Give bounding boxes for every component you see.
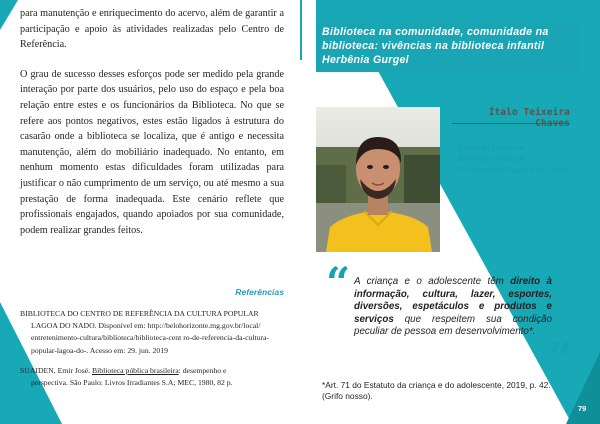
close-quote-icon: ” [548,334,573,383]
author-portrait-image [316,107,440,252]
reference-2 [20,365,286,389]
article-title: Biblioteca na comunidade, comunidade na biblioteca: vivências na biblioteca infantil Herbênia Gurgel [322,26,549,66]
article-title-box [316,20,578,72]
page-number: 79 [578,404,587,413]
reference-2-rest: perspectiva. São Paulo: Livros Irradiantes S.A; MEC, 1980, 82 p. [31,378,233,388]
quote-text-1: A criança e o adolescente têm [354,276,511,287]
reference-2-after-title: : desempenho e [178,365,227,375]
reference-1 [20,308,286,357]
left-column [20,6,284,238]
body-paragraph-1: para manutenção e enriquecimento do acervo, além de garantir a participação e apoio às atividades realizadas pelo Centro de Referência. [20,8,284,51]
statute-quote [354,276,552,339]
quote-text-2: que respeitem sua condição peculiar de pessoa em desenvolvimento*. [354,313,552,338]
reference-2-author: SUAIDEN, Emir José. [20,365,91,375]
quote-citation: *Art. 71 do Estatuto da criança e do adolescente, 2019, p. 42. (Grifo nosso). [322,380,551,402]
top-left-triangle [0,0,18,30]
quote-emphasis: direito à informação, cultura, lazer, esportes, diversões, espetáculos e produtos e serviços [354,276,553,325]
author-description: Aluno do Curso de Biblioteconomia da Universidade Federal do Ceará [458,143,570,175]
open-quote-icon: “ [326,258,351,307]
references-heading: Referências [235,287,284,297]
author-photo [316,107,440,252]
reference-1-rest: LAGOA DO NADO. Disponível em: http://belohorizonte.mg.gov.br/local/ entretenimento-cultura/biblioteca/biblioteca-cent ro-de-referencia-da-cultura-popular-lagoa-do-. Acesso em: 29. jun. 2019 [31,321,269,355]
reference-2-title: Biblioteca pública brasileira [91,365,179,375]
body-paragraph-2: O grau de sucesso desses esforços pode ser medido pela grande interação por parte dos usuários, pelo uso do espaço e pela boa relação entre estes e os funcionários da Biblioteca. No que se refere aos pontos negativos, estes estão ligados à estrutura do casarão onde a biblioteca se localiza, que é antigo e necessita manutenção, além do mobiliário inadequado. No entanto, em nenhum momento estas dificuldades foram utilizadas para justificar o não cumprimento de um serviço, ou até mesmo a sua prestação de forma inadequada. Este cenário reflete que profissionais engajados, quando apoiados por sua comunidade, podem realizar grandes feitos. [20,68,284,236]
references-list [20,308,286,389]
reference-1-line-1: BIBLIOTECA DO CENTRO DE REFERÊNCIA DA CULTURA POPULAR [20,309,259,318]
author-name-underline [452,123,570,124]
author-name: Ítalo Teixeira [488,107,570,118]
